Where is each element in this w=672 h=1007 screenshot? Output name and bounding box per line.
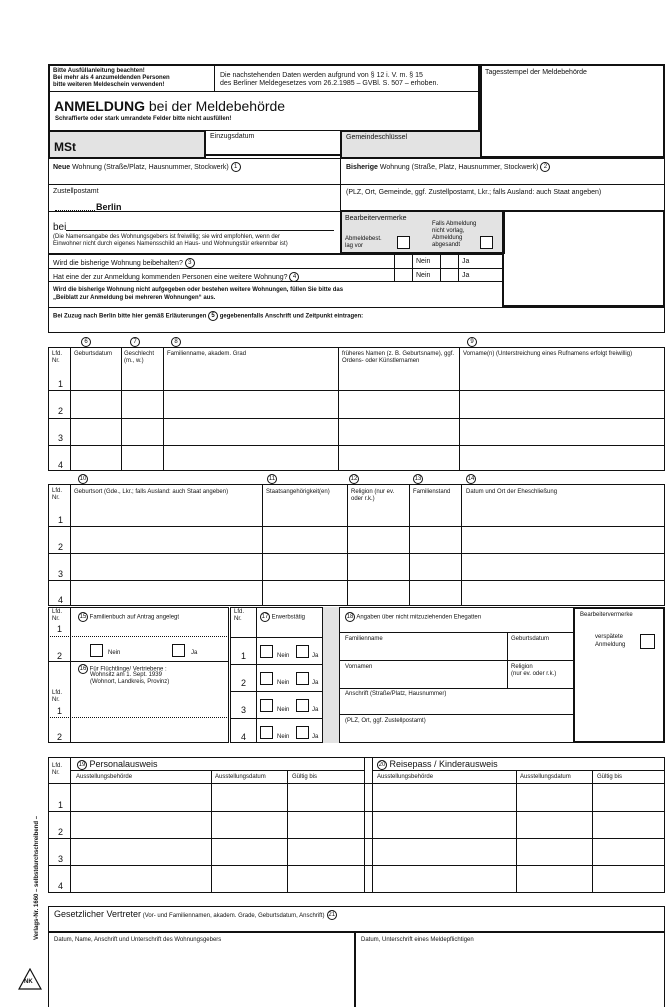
column-number: 13 <box>414 476 422 482</box>
circle-number: 19 <box>78 761 86 768</box>
row-number: 2 <box>57 651 63 661</box>
column-header: Ausstellungsbehörde <box>76 774 133 780</box>
familienbuch-label: 15 Familienbuch auf Antrag angelegt <box>79 614 180 621</box>
gemeindeschluessel-label: Gemeindeschlüssel <box>346 134 408 141</box>
verspaetet-label: verspätete <box>595 634 624 640</box>
anschrift-label: Anschrift (Straße/Platz, Hausnummer) <box>345 691 447 697</box>
plz-label: (PLZ, Ort, ggf. Zustellpostamt) <box>345 718 426 724</box>
ja-label: Ja <box>312 653 319 659</box>
row-number: 2 <box>57 732 63 742</box>
row-number: 3 <box>58 854 64 864</box>
row-number: 1 <box>241 651 247 661</box>
row-number: 1 <box>57 624 63 634</box>
ja-option[interactable]: Ja <box>462 272 470 279</box>
column-header: Datum und Ort der Eheschließung <box>466 489 558 495</box>
erwerb-nein-checkbox[interactable] <box>260 699 273 712</box>
nein-label: Nein <box>108 650 121 656</box>
signature-label: Datum, Unterschrift eines Meldepflichtigen <box>361 937 474 943</box>
circle-number: 4 <box>289 272 299 282</box>
row-number: 4 <box>241 732 247 742</box>
row-number: 3 <box>58 569 64 579</box>
lfd-header: Lfd. Nr. <box>52 763 63 776</box>
publisher-logo: NK <box>18 968 42 990</box>
zuzug-label: Bei Zuzug nach Berlin bitte hier gemäß Erläuterungen 5 gegebenenfalls Anschrift und Zeitpunkt eintragen: <box>53 313 364 320</box>
nein-label: Nein <box>277 680 290 686</box>
column-header: Ausstellungsdatum <box>215 774 266 780</box>
column-header: Gültig bis <box>597 774 623 780</box>
row-number: 1 <box>58 515 64 525</box>
column-header: Religion (nur ev. oder r.k.) <box>351 489 395 502</box>
column-number: 14 <box>467 476 475 482</box>
bearbeiter-box-bottom <box>573 607 665 743</box>
right-thick-box <box>502 210 665 307</box>
row-number: 4 <box>58 460 64 470</box>
erwerb-nein-checkbox[interactable] <box>260 726 273 739</box>
vertreter-label: Gesetzlicher Vertreter (Vor- und Familiennamen, akadem. Grade, Geburtsdatum, Anschrift) 21 <box>54 909 336 920</box>
row-number: 2 <box>58 406 64 416</box>
erwerb-label: 17 Erwerbstätig <box>261 614 306 621</box>
plz-ort-label: (PLZ, Ort, Gemeinde, ggf. Zustellpostamt, Lkr.; falls Ausland: auch Staat angeben) <box>346 189 602 196</box>
bearbeitervermerke-label: Bearbeitervermerke <box>345 215 407 222</box>
row-number: 3 <box>241 705 247 715</box>
nein-label: Nein <box>277 734 290 740</box>
weitere-note: „Beiblatt zur Anmeldung bei mehreren Wohnungen“ aus. <box>53 295 216 301</box>
column-number: 7 <box>130 337 140 347</box>
bei-note: (Die Namensangabe des Wohnungsgebers ist freiwillig; sie wird empfohlen, wenn der <box>53 234 281 240</box>
verspaetet-checkbox[interactable] <box>640 634 655 649</box>
falls-abmeldung-label: Falls Abmeldung <box>432 221 477 227</box>
column-number: 12 <box>350 476 358 482</box>
signature-label: Datum, Name, Anschrift und Unterschrift des Wohnungsgebers <box>54 937 222 943</box>
abmeldebest-label: Abmeldebest. <box>345 236 382 242</box>
circle-number: 18 <box>346 614 354 620</box>
circle-number: 5 <box>208 311 218 321</box>
row-number: 4 <box>58 881 64 891</box>
column-number: 9 <box>467 337 477 347</box>
row-number: 4 <box>58 595 64 605</box>
subtitle: Schraffierte oder stark umrandete Felder bitte nicht ausfüllen! <box>55 116 232 122</box>
row-number: 3 <box>58 433 64 443</box>
bisherige-wohnung-label: Bisherige Wohnung (Straße, Platz, Hausnummer, Stockwerk) 2 <box>346 162 550 172</box>
abmeldebest-checkbox[interactable] <box>397 236 410 249</box>
row-number: 2 <box>241 678 247 688</box>
verspaetet-label: Anmeldung <box>595 642 626 648</box>
row-number: 1 <box>58 379 64 389</box>
warning-line: Bitte Ausfüllanleitung beachten! <box>53 68 145 74</box>
question-weitere-wohnung: Hat eine der zur Anmeldung kommenden Personen eine weitere Wohnung? 4 <box>53 272 299 282</box>
column-number: 10 <box>79 476 87 482</box>
column-number: 6 <box>81 337 91 347</box>
stamp-box <box>480 64 665 158</box>
erwerb-ja-checkbox[interactable] <box>296 699 309 712</box>
page-title: ANMELDUNG bei der Meldebehörde <box>54 98 286 114</box>
column-header: Geburtsdatum <box>74 351 113 357</box>
column-number: 11 <box>268 476 276 482</box>
erwerb-ja-checkbox[interactable] <box>296 726 309 739</box>
mst-label: MSt <box>54 140 76 154</box>
ausweis-table <box>48 757 665 893</box>
ja-label: Ja <box>312 707 319 713</box>
erwerb-ja-checkbox[interactable] <box>296 672 309 685</box>
neue-wohnung-label: Neue Wohnung (Straße/Platz, Hausnummer, Stockwerk) 1 <box>53 162 241 172</box>
einzugsdatum-label: Einzugsdatum <box>210 133 255 140</box>
religion-label: (nur ev. oder r.k.) <box>511 671 557 677</box>
zustellpostamt-label: Zustellpostamt <box>53 188 99 195</box>
circle-number: 2 <box>540 162 550 172</box>
lfd-header: Lfd. Nr. <box>52 690 63 703</box>
column-number: 8 <box>171 337 181 347</box>
circle-number: 21 <box>328 912 336 918</box>
religion-label: Religion <box>511 664 533 670</box>
circle-number: 16 <box>79 666 87 672</box>
column-header: Geschlecht (m., w.) <box>124 351 155 364</box>
weitere-note: Wird die bisherige Wohnung nicht aufgegeben oder bestehen weitere Wohnungen, füllen Sie bitte das <box>53 287 344 293</box>
erwerb-ja-checkbox[interactable] <box>296 645 309 658</box>
ja-label: Ja <box>312 734 319 740</box>
row-number: 1 <box>57 706 63 716</box>
fluechtlinge-label: 16 Für Flüchtlinge/ Vertriebene : <box>79 666 167 673</box>
falls-abmeldung-label: nicht vorlag, <box>432 228 465 234</box>
column-header: Vorname(n) (Unterstreichung eines Rufnamens erfolgt freiwillig) <box>463 351 633 357</box>
reisepass-title: 20 Reisepass / Kinderausweis <box>378 759 498 769</box>
column-header: Gültig bis <box>292 774 318 780</box>
nein-option[interactable]: Nein <box>416 258 431 265</box>
bei-note: Einwohner nicht durch eigenes Namensschild an Haus- und Wohnungstür erkennbar ist) <box>53 241 288 247</box>
familienbuch-ja-checkbox[interactable] <box>172 644 185 657</box>
fluechtlinge-label: Wohnsitz am 1. Sept. 1939 <box>90 672 162 678</box>
familienname-label: Familienname <box>345 636 383 642</box>
legal-line: Die nachstehenden Daten werden aufgrund von § 12 i. V. m. § 15 <box>220 72 423 79</box>
falls-abmeldung-label: abgesandt <box>432 242 461 248</box>
column-header: Lfd. Nr. <box>52 351 63 364</box>
abgesandt-checkbox[interactable] <box>480 236 493 249</box>
stamp-label: Tagesstempel der Meldebehörde <box>485 69 587 76</box>
row-number: 2 <box>58 827 64 837</box>
warning-line: Bei mehr als 4 anzumeldenden Personen <box>53 75 170 81</box>
erwerb-nein-checkbox[interactable] <box>260 645 273 658</box>
bearbeitervermerke-label: Bearbeitervermerke <box>580 612 633 618</box>
lfd-header: Lfd. Nr. <box>52 609 63 622</box>
nein-label: Nein <box>277 707 290 713</box>
column-header: Ausstellungsbehörde <box>377 774 434 780</box>
geburtsdatum-label: Geburtsdatum <box>511 636 550 642</box>
legal-line: des Berliner Meldegesetzes vom 26.2.1985 – GVBl. S. 507 – erhoben. <box>220 80 439 87</box>
erwerb-nein-checkbox[interactable] <box>260 672 273 685</box>
falls-abmeldung-label: Abmeldung <box>432 235 463 241</box>
personalausweis-title: 19 Personalausweis <box>78 759 158 769</box>
circle-number: 15 <box>79 614 87 620</box>
column-header: Familienstand <box>413 489 451 495</box>
ja-label: Ja <box>191 650 198 656</box>
persons-table <box>48 347 665 471</box>
shaded-strip <box>323 607 339 743</box>
circle-number: 20 <box>378 761 386 768</box>
familienbuch-nein-checkbox[interactable] <box>90 644 103 657</box>
ja-label: Ja <box>312 680 319 686</box>
column-header: Familienname, akadem. Grad <box>167 351 247 357</box>
column-header: Staatsangehörigkeit(en) <box>266 489 330 495</box>
vornamen-label: Vornamen <box>345 664 373 670</box>
lfd-header: Lfd. Nr. <box>234 609 245 622</box>
circle-number: 1 <box>231 162 241 172</box>
row-number: 2 <box>58 542 64 552</box>
ehegatte-label: 18 Angaben über nicht mitzuziehenden Ehegatten <box>346 614 482 621</box>
column-header: Geburtsort (Gde., Lkr.; falls Ausland: auch Staat angeben) <box>74 489 229 495</box>
city-value: Berlin <box>96 202 122 212</box>
abmeldebest-label: lag vor <box>345 243 364 249</box>
column-header: Lfd. Nr. <box>52 488 63 501</box>
bei-label: bei <box>53 222 67 233</box>
warning-line: bitte weiteren Meldeschein verwenden! <box>53 82 165 88</box>
nein-label: Nein <box>277 653 290 659</box>
nein-option[interactable]: Nein <box>416 272 431 279</box>
ja-option[interactable]: Ja <box>462 258 470 265</box>
circle-number: 17 <box>261 614 269 620</box>
fluechtlinge-label: (Wohnort, Landkreis, Provinz) <box>90 679 170 685</box>
column-header: früheres Namen (z. B. Geburtsname), ggf. Ordens- oder Künstlernamen <box>342 351 455 364</box>
row-number: 1 <box>58 800 64 810</box>
circle-number: 3 <box>185 258 195 268</box>
column-header: Ausstellungsdatum <box>520 774 571 780</box>
question-beibehalten: Wird die bisherige Wohnung beibehalten? 3 <box>53 258 195 268</box>
erwerb-block <box>230 607 323 743</box>
